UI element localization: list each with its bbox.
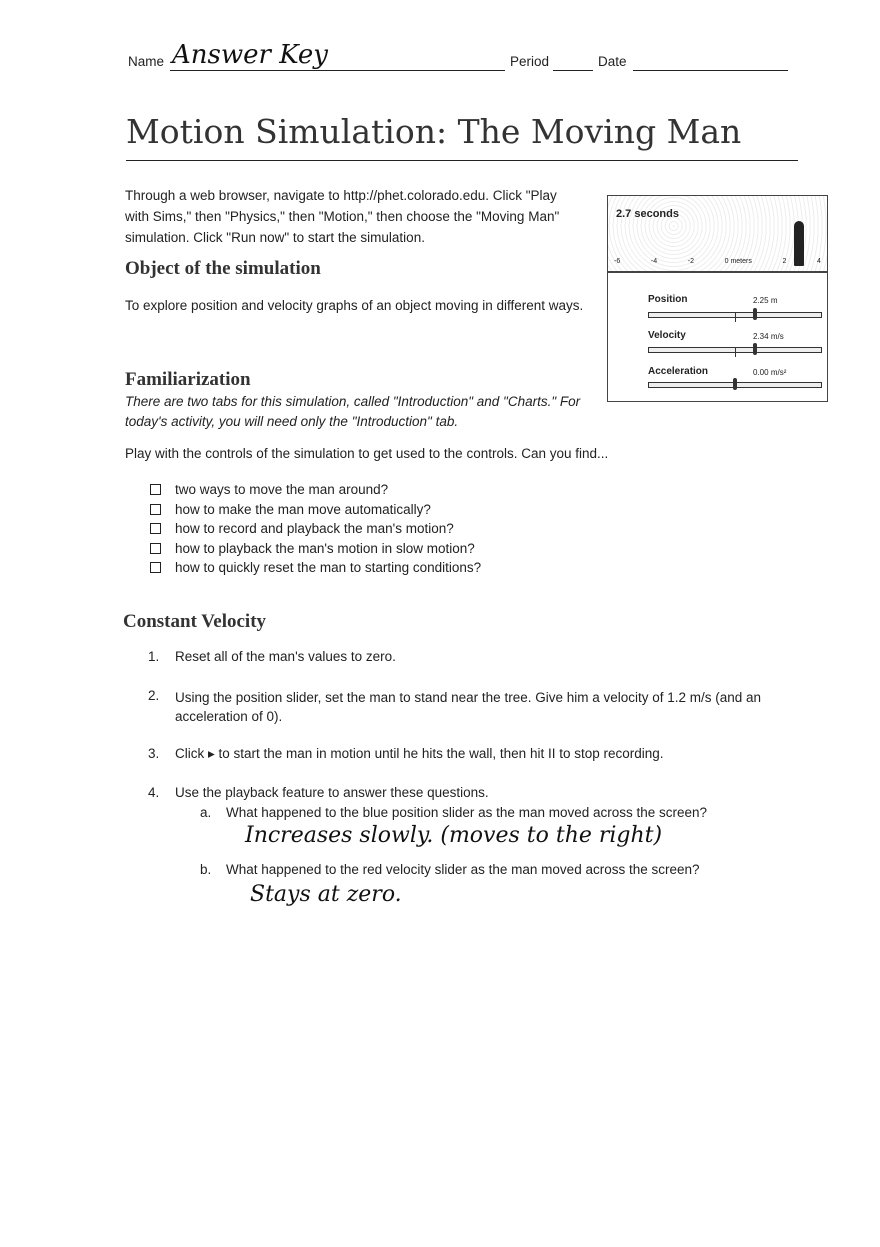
acceleration-slider[interactable] bbox=[648, 382, 822, 388]
step-1: Reset all of the man's values to zero. bbox=[175, 649, 396, 664]
period-label: Period bbox=[510, 54, 550, 69]
ruler-tick: 0 meters bbox=[724, 258, 752, 265]
step-3: Click ▸ to start the man in motion until he hits the wall, then hit II to stop recording. bbox=[175, 746, 664, 761]
simulation-screenshot bbox=[607, 195, 828, 402]
checklist-item: two ways to move the man around? bbox=[150, 480, 481, 500]
ruler-tick: -6 bbox=[614, 258, 621, 265]
name-label: Name bbox=[128, 54, 165, 69]
velocity-label: Velocity bbox=[648, 330, 686, 341]
checklist-item: how to record and playback the man's motion? bbox=[150, 519, 481, 539]
position-unit: m bbox=[770, 296, 778, 305]
checkbox[interactable] bbox=[150, 562, 161, 573]
step-number: 4. bbox=[148, 785, 160, 800]
position-value: 2.25 bbox=[753, 296, 769, 305]
ruler-tick: -4 bbox=[650, 258, 658, 265]
answer-b: Stays at zero. bbox=[250, 882, 402, 907]
checkbox[interactable] bbox=[150, 504, 161, 515]
question-a-label: a. bbox=[200, 805, 212, 820]
familiarization-prompt: Play with the controls of the simulation to get used to the controls. Can you find... bbox=[125, 446, 609, 461]
position-label: Position bbox=[648, 294, 688, 305]
object-heading: Object of the simulation bbox=[125, 258, 321, 279]
step-number: 1. bbox=[148, 649, 160, 664]
object-text: To explore position and velocity graphs of an object moving in different ways. bbox=[125, 298, 584, 313]
ruler-tick: -2 bbox=[687, 258, 694, 265]
checklist-item: how to make the man move automatically? bbox=[150, 500, 481, 520]
intro-text: Through a web browser, navigate to http://phet.colorado.edu. Click "Play with Sims," then "Physics," then "Motion," then choose the "Moving Man" simulation. Click "Run now" to start the simulation. bbox=[125, 188, 560, 245]
ruler-tick: 4 bbox=[817, 258, 821, 265]
position-slider[interactable] bbox=[648, 312, 822, 318]
checkbox[interactable] bbox=[150, 484, 161, 495]
familiarization-heading: Familiarization bbox=[125, 369, 251, 390]
answer-a: Increases slowly. (moves to the right) bbox=[245, 823, 663, 848]
acceleration-value: 0.00 bbox=[753, 368, 769, 377]
question-a: What happened to the blue position slider as the man moved across the screen? bbox=[226, 805, 708, 820]
velocity-value: 2.34 bbox=[753, 332, 769, 341]
step-2: Using the position slider, set the man to stand near the tree. Give him a velocity of 1.2 m/s (and an acceleration of 0). bbox=[175, 690, 762, 724]
name-answer: Answer Key bbox=[172, 40, 328, 70]
sim-time: 2.7 seconds bbox=[616, 208, 679, 220]
step-4: Use the playback feature to answer these questions. bbox=[175, 785, 489, 800]
step-number: 3. bbox=[148, 746, 160, 761]
date-label: Date bbox=[598, 54, 627, 69]
ruler-tick: 2 bbox=[782, 258, 787, 265]
checklist-item: how to quickly reset the man to starting conditions? bbox=[150, 558, 481, 578]
checkbox[interactable] bbox=[150, 523, 161, 534]
velocity-unit: m/s bbox=[770, 332, 784, 341]
checklist-item: how to playback the man's motion in slow motion? bbox=[150, 539, 481, 559]
acceleration-unit: m/s² bbox=[770, 368, 787, 377]
acceleration-label: Acceleration bbox=[648, 366, 709, 377]
checkbox[interactable] bbox=[150, 543, 161, 554]
page-title: Motion Simulation: The Moving Man bbox=[126, 112, 742, 151]
checklist bbox=[150, 480, 481, 578]
velocity-slider[interactable] bbox=[648, 347, 822, 353]
constant-velocity-heading: Constant Velocity bbox=[123, 611, 267, 632]
familiarization-text: There are two tabs for this simulation, called "Introduction" and "Charts." For today's activity, you will need only the "Introduction" tab. bbox=[125, 394, 581, 429]
question-b: What happened to the red velocity slider as the man moved across the screen? bbox=[226, 862, 700, 877]
step-number: 2. bbox=[148, 688, 160, 703]
question-b-label: b. bbox=[200, 862, 212, 877]
